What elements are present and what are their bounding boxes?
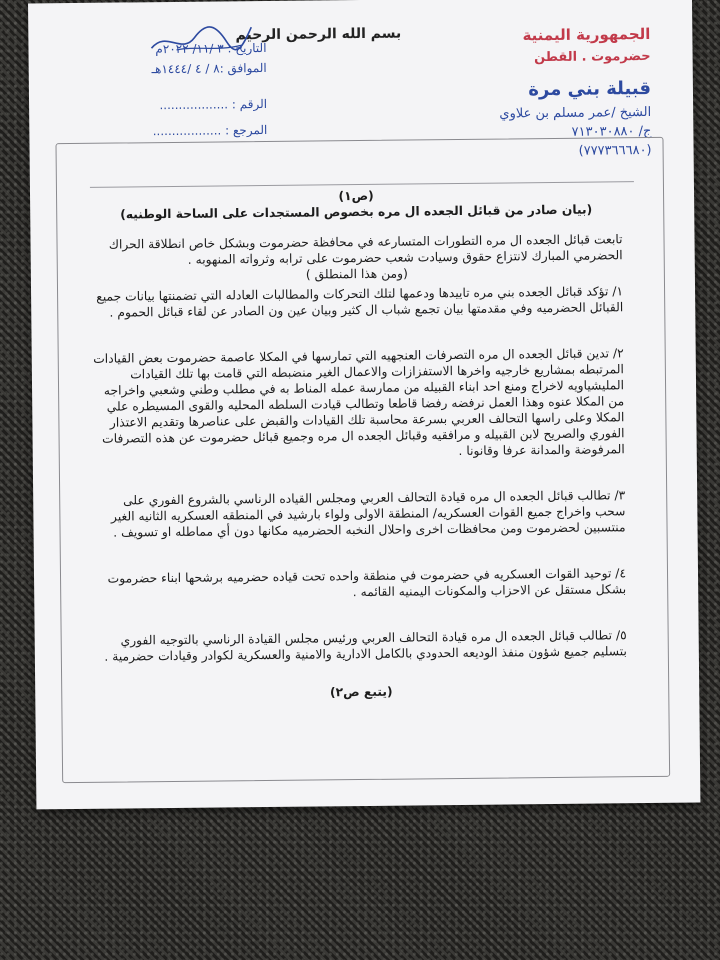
sheikh-name: الشيخ /عمر مسلم بن علاوي [499,104,652,122]
hijri-date-field: الموافق :٨ / ٤ /١٤٤٤هـ [151,60,267,77]
document-page [28,0,700,809]
phone-2: (٧٧٧٣٦٦٦٨٠) [578,142,652,159]
region-label: حضرموت . القطن [533,48,651,66]
number-field: الرقم : .................. [159,96,268,113]
statement-subject: (بيان صادر من قبائل الجعده ال مره بخصوص المستجدات على الساحة الوطنيه) [120,202,593,222]
paragraph-1: ١/ تؤكد قبائل الجعده بني مره تاييدها ودعمها لتلك التحركات والمطالبات العادله التي تضمنتها بيانات جميع القبائل الحضرميه وفي مقدمتها بيان تجمع شباب ال كثير وبيان عين ون الصادر عن لقاء قبائل الحموم . [96,284,624,320]
document-body [90,185,627,703]
paragraph-4: ٤/ توحيد القوات العسكريه في حضرموت في منطقة واحده تحت قياده حضرميه برشحها ابناء حضرموت بشكل مستقل عن الاحزاب والمكونات اليمنيه القائمه . [107,566,627,600]
basmala: بسم الله الرحمن الرحيم [235,25,402,44]
republic-label: الجمهورية اليمنية [522,24,651,45]
reference-field: المرجع : .................. [152,122,268,139]
phone-1: ج/ ٧١٣٠٣٠٨٨٠ [571,123,652,140]
letterhead-left [106,41,267,145]
date-field: التاريخ : ٣ /١١/ ٢٠٢٢م [155,40,267,57]
intro-tail: (ومن هذا المنطلق ) [305,266,408,282]
intro-paragraph: تابعت قبائل الجعده ال مره التطورات المتسارعه في محافظة حضرموت وبشكل خاص انطلاقة الحراك الحضرمي المبارك لانتزاع حقوق وسيادت شعب حضرموت على ترابه وثرواته المنهوبه . [108,232,623,267]
paragraph-3: ٣/ تطالب قبائل الجعده ال مره قيادة التحالف العربي ومجلس القياده الرناسي بالشروع الفوري على سحب واخراج جميع القوات العسكريه/ المنطقة الاولى ولواء بارشيد في المنطقه العسكريه الثانيه الغير منتسبين لحضرموت ومن محافظات اخرى واحلال النخبه الحضرميه مكانها دون أي مماطله او تسويف . [110,488,626,540]
page-number: (ص١) [338,188,374,204]
tribe-name: قبيلة بني مرة [528,77,652,101]
paragraph-2: ٢/ تدين قبائل الجعده ال مره التصرفات العنجهيه التي تمارسها في المكلا عاصمة حضرموت بعض القيادات المرتبطه بمشاريع خارجيه واخرها الاستفزازات والاعمال الغير منضبطه التي قامت بها تلك القيادات المليشياويه لاخراج ومنع احد ابناء القبيله من ممارسة عمله المناط به في مطلب وطني وشعبي واخراجه من المكلا عنوه وهذا العمل نرفضه رفضا قاطعا وتطالب قيادت السلطه المحليه والقوى المسيطره علي المكلا وعلى راسها التحالف العربي بسرعة محاسبة تلك القيادات والقبض على عناصرها وتقديم الاعتذار الفوري والصريح لابن القبيله و مرافقيه وقبائل الجعده ال مره وجميع قبائل حضرموت عن هذه التصرفات المرفوضة والمدانة عرفا وقانونا . [93,346,625,458]
continued-note: (يتبع ص٢) [329,684,393,700]
paragraph-5: ٥/ تطالب قبائل الجعده ال مره قيادة التحالف العربي ورئيس مجلس القيادة الرناسي بالتوجيه الفوري بتسليم جميع شؤون منفذ الوديعه الحدودي بالكامل الادارية والامنية والعسكرية لكوادر وقيادات حضرمية . [104,628,627,664]
